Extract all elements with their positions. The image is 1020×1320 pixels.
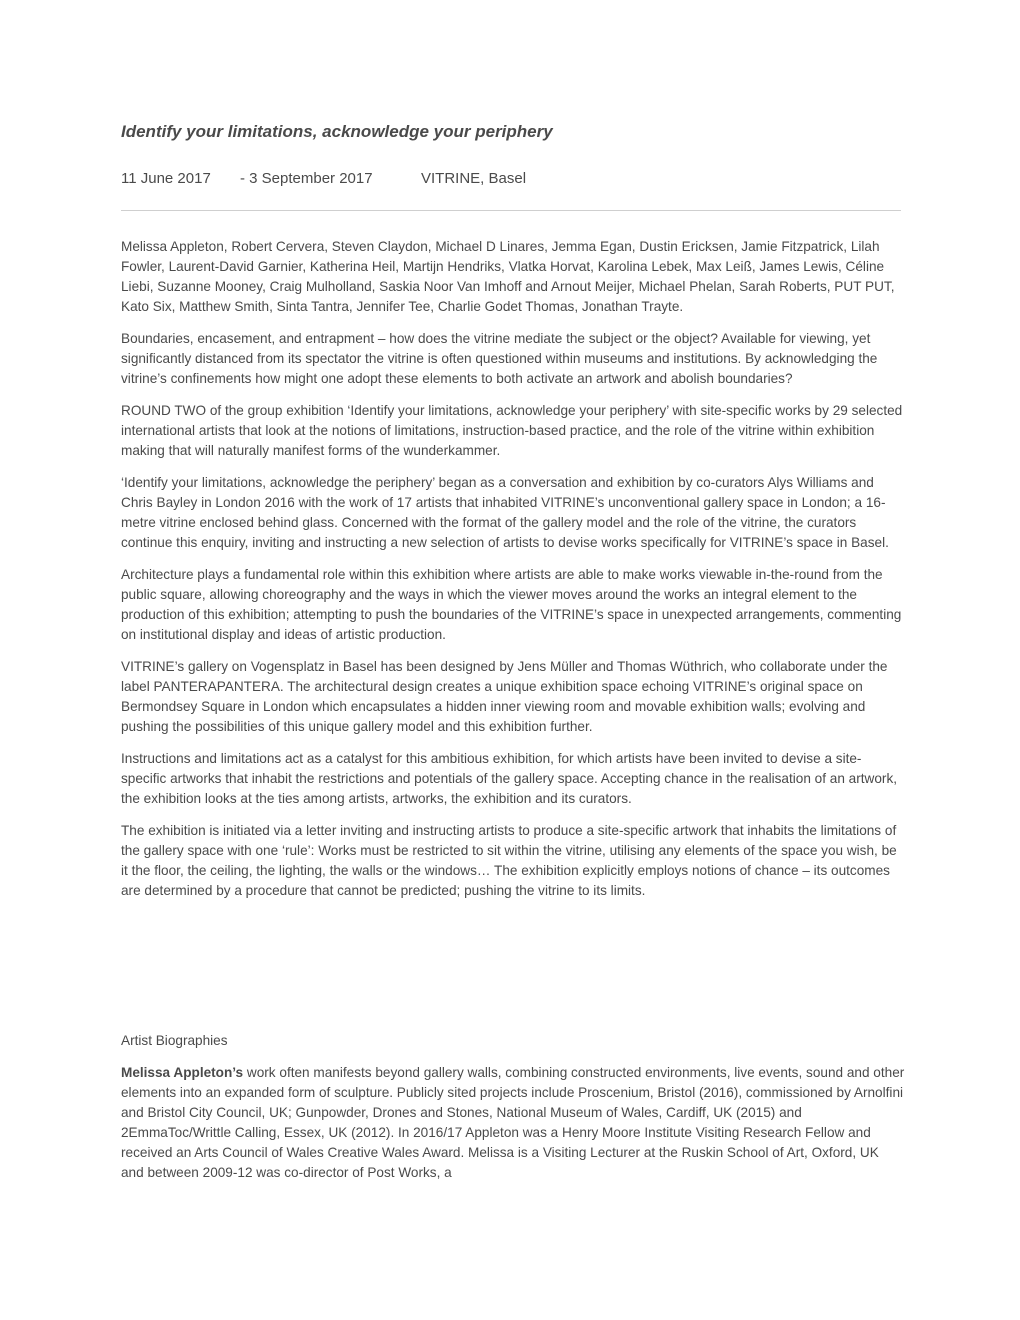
body-paragraph: Instructions and limitations act as a catalyst for this ambitious exhibition, for which artists have been invited to devise a site-specific artworks that inhabit the restrictions and potentials of the gallery space. Accepting chance in the realisation of an artwork, the exhibition looks at the ties among artists, artworks, the exhibition and its curators.	[121, 751, 898, 806]
body-paragraph: VITRINE’s gallery on Vogensplatz in Basel has been designed by Jens Müller and Thomas Wüthrich, who collaborate under the label PANTERAPANTERA. The architectural design creates a unique exhibition space echoing VITRINE’s original space on Bermondsey Square in London which encapsulates a hidden inner viewing room and movable exhibition walls; evolving and pushing the possibilities of this unique gallery model and this exhibition further.	[121, 659, 888, 734]
body-paragraph: Boundaries, encasement, and entrapment – how does the vitrine mediate the subject or the object? Available for viewing, yet significantly distanced from its spectator the vitrine is often questioned within museums and institutions. By acknowledging the vitrine’s confinements how might one adopt these elements to both activate an artwork and abolish boundaries?	[121, 331, 878, 386]
page-title: Identify your limitations, acknowledge your periphery	[121, 122, 553, 141]
start-date: 11 June 2017	[121, 170, 211, 187]
section-heading-biographies: Artist Biographies	[121, 1033, 228, 1048]
divider	[121, 210, 901, 211]
artist-biography	[121, 1063, 905, 1183]
exhibition-text	[121, 237, 905, 913]
biography-paragraph	[121, 1063, 905, 1183]
artist-list-paragraph: Melissa Appleton, Robert Cervera, Steven Claydon, Michael D Linares, Jemma Egan, Dustin Ericksen, Jamie Fitzpatrick, Lilah Fowler, Laurent-David Garnier, Katherina Heil, Martijn Hendriks, Vlatka Horvat, Karolina Lebek, Max Leiß, James Lewis, Céline Liebi, Suzanne Mooney, Craig Mulholland, Saskia Noor Van Imhoff and Arnout Meijer, Michael Phelan, Sarah Roberts, PUT PUT, Kato Six, Matthew Smith, Sinta Tantra, Jennifer Tee, Charlie Godet Thomas, Jonathan Trayte.	[121, 239, 895, 314]
body-paragraph: ‘Identify your limitations, acknowledge the periphery’ began as a conversation and exhibition by co-curators Alys Williams and Chris Bayley in London 2016 with the work of 17 artists that inhabited VITRINE’s unconventional gallery space in London; a 16-metre vitrine enclosed behind glass. Concerned with the format of the gallery model and the role of the vitrine, the curators continue this enquiry, inviting and instructing a new selection of artists to devise works specifically for VITRINE’s space in Basel.	[121, 475, 889, 550]
body-paragraph: Architecture plays a fundamental role within this exhibition where artists are able to make works viewable in-the-round from the public square, allowing choreography and the ways in which the viewer moves around the works an integral element to the production of this exhibition; attempting to push the boundaries of the VITRINE’s space in unexpected arrangements, commenting on institutional display and ideas of artistic production.	[121, 567, 902, 642]
biography-text: work often manifests beyond gallery walls, combining constructed environments, live events, sound and other elements into an expanded form of sculpture. Publicly sited projects include Proscenium, Bristol (2016), commissioned by Arnolfini and Bristol City Council, UK; Gunpowder, Drones and Stones, National Museum of Wales, Cardiff, UK (2015) and 2EmmaToc/Writtle Calling, Essex, UK (2012). In 2016/17 Appleton was a Henry Moore Institute Visiting Research Fellow and received an Arts Council of Wales Creative Wales Award. Melissa is a Visiting Lecturer at the Ruskin School of Art, Oxford, UK and between 2009-12 was co-director of Post Works, a	[121, 1065, 905, 1180]
artist-name: Melissa Appleton’s	[121, 1065, 244, 1080]
end-date: - 3 September 2017	[240, 170, 373, 187]
body-paragraph: The exhibition is initiated via a letter inviting and instructing artists to produce a site-specific artwork that inhabits the limitations of the gallery space with one ‘rule’: Works must be restricted to sit within the vitrine, utilising any elements of the space you wish, be it the floor, the ceiling, the lighting, the walls or the windows… The exhibition explicitly employs notions of chance – its outcomes are determined by a procedure that cannot be predicted; pushing the vitrine to its limits.	[121, 823, 897, 898]
body-paragraph: ROUND TWO of the group exhibition ‘Identify your limitations, acknowledge your periphery’ with site-specific works by 29 selected international artists that look at the notions of limitations, instruction-based practice, and the role of the vitrine within exhibition making that will naturally manifest forms of the wunderkammer.	[121, 403, 903, 458]
venue: VITRINE, Basel	[421, 170, 527, 187]
